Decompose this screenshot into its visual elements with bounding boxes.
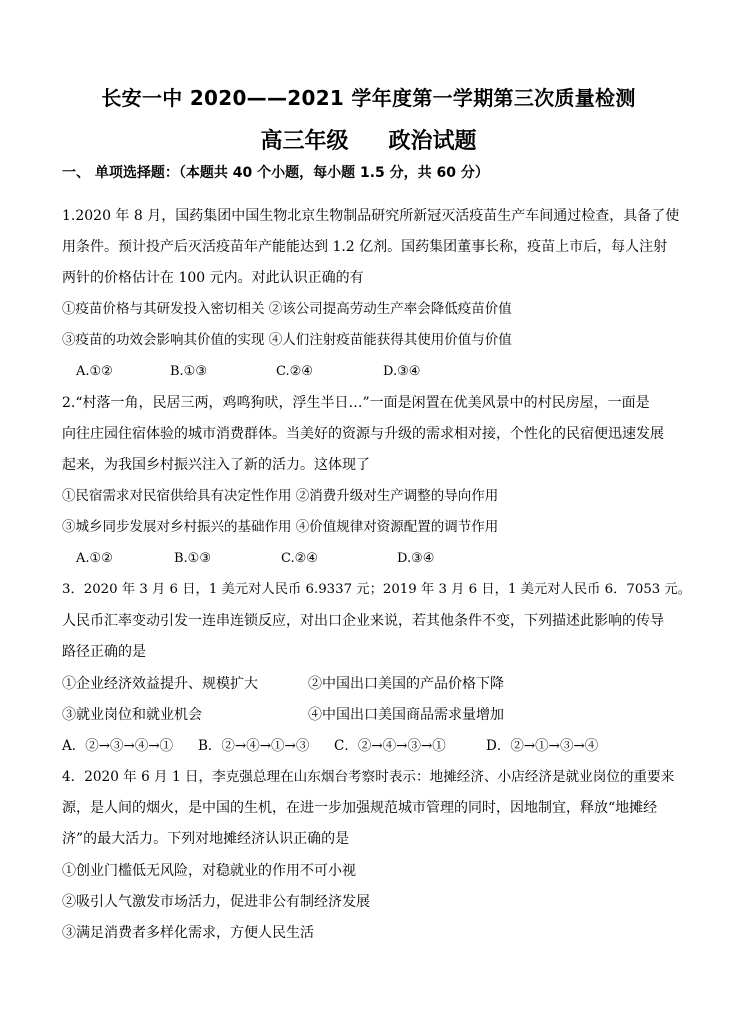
q3-statement: ④中国出口美国商品需求量增加 — [308, 707, 504, 723]
q1-stem-line: 1.2020 年 8 月，国药集团中国生物北京生物制品研究所新冠灭活疫苗生产车间通过检查，具备了使 — [62, 208, 680, 224]
q3-statement: ①企业经济效益提升、规模扩大 — [62, 676, 258, 692]
q2-choice-a: A.①② — [76, 551, 113, 566]
q3-stem-line: 人民币汇率变动引发一连串连锁反应，对出口企业来说，若其他条件不变，下列描述此影响的传导 — [62, 613, 664, 629]
q2-stem-line: 向往庄园住宿体验的城市消费群体。当美好的资源与升级的需求相对接，个性化的民宿便迅速发展 — [62, 426, 664, 442]
q3-choice-a: A．②→③→④→① — [62, 738, 174, 754]
q1-choice-d: D.③④ — [383, 364, 421, 379]
q3-stem-line: 3．2020 年 3 月 6 日，1 美元对人民币 6.9337 元；2019 年 3 月 6 日，1 美元对人民币 6．7053 元。 — [62, 582, 692, 597]
q1-stem-line: 两针的价格估计在 100 元内。对此认识正确的有 — [62, 270, 364, 286]
grade-label: 高三年级 — [260, 129, 349, 154]
q1-choice-a: A.①② — [76, 364, 113, 379]
q1-stem-line: 用条件。预计投产后灭活疫苗年产能能达到 1.2 亿剂。国药集团董事长称，疫苗上市后，每人注射 — [62, 239, 668, 255]
section-heading: 一、 单项选择题：（本题共 40 个小题，每小题 1.5 分，共 60 分） — [62, 165, 489, 181]
q3-statement: ②中国出口美国的产品价格下降 — [308, 676, 504, 692]
exam-subtitle — [0, 124, 737, 155]
q2-choice-d: D.③④ — [397, 551, 435, 566]
q1-choice-b: B.①③ — [170, 364, 207, 379]
q4-stem-line: 源，是人间的烟火，是中国的生机，在进一步加强规范城市管理的同时，因地制宜，释放“地摊经 — [62, 800, 658, 816]
q2-statement: ①民宿需求对民宿供给具有决定性作用 ②消费升级对生产调整的导向作用 — [62, 488, 499, 504]
q4-statement: ③满足消费者多样化需求，方便人民生活 — [62, 925, 314, 941]
subject-label: 政治试题 — [388, 129, 477, 154]
q3-choice-d: D．②→①→③→④ — [486, 738, 599, 754]
q4-statement: ①创业门槛低无风险，对稳就业的作用不可小视 — [62, 863, 356, 879]
q1-statement: ①疫苗价格与其研发投入密切相关 ②该公司提高劳动生产率会降低疫苗价值 — [62, 301, 512, 317]
q4-stem-line: 济”的最大活力。下列对地摊经济认识正确的是 — [62, 831, 350, 847]
q1-statement: ③疫苗的功效会影响其价值的实现 ④人们注射疫苗能获得其使用价值与价值 — [62, 332, 512, 348]
q2-stem-line: 起来，为我国乡村振兴注入了新的活力。这体现了 — [62, 457, 370, 473]
q4-stem-line: 4．2020 年 6 月 1 日，李克强总理在山东烟台考察时表示：地摊经济、小店经济是就业岗位的重要来 — [62, 769, 675, 785]
q1-choice-c: C.②④ — [276, 364, 313, 379]
q3-statement: ③就业岗位和就业机会 — [62, 707, 202, 723]
q2-stem-line: 2.“村落一角，民居三两，鸡鸣狗吠，浮生半日…”一面是闲置在优美风景中的村民房屋，一面是 — [62, 395, 650, 411]
q2-statement: ③城乡同步发展对乡村振兴的基础作用 ④价值规律对资源配置的调节作用 — [62, 519, 499, 535]
exam-title: 长安一中 2020——2021 学年度第一学期第三次质量检测 — [101, 86, 636, 110]
q4-statement: ②吸引人气激发市场活力，促进非公有制经济发展 — [62, 894, 370, 910]
q2-choice-b: B.①③ — [174, 551, 211, 566]
q3-stem-line: 路径正确的是 — [62, 644, 146, 660]
q3-choice-c: C．②→④→③→① — [334, 738, 446, 754]
q2-choice-c: C.②④ — [281, 551, 318, 566]
q3-choice-b: B．②→④→①→③ — [198, 738, 310, 754]
